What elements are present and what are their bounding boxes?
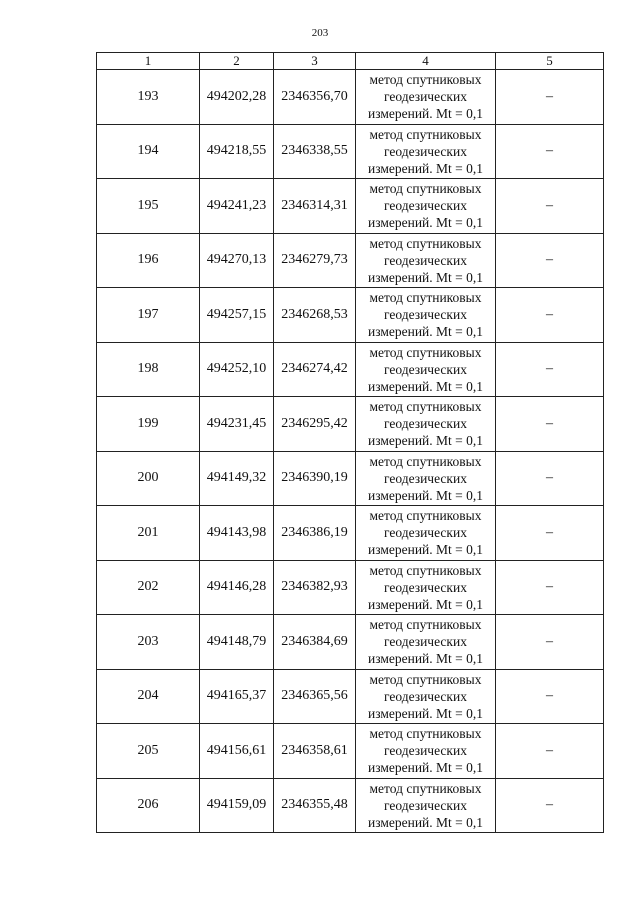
table-row xyxy=(97,288,604,343)
coordinates-table xyxy=(96,52,604,833)
y-coordinate-cell: 2346295,42 xyxy=(274,397,356,452)
point-number-cell: 196 xyxy=(97,233,200,288)
y-coordinate-cell: 2346382,93 xyxy=(274,560,356,615)
point-number-cell: 200 xyxy=(97,451,200,506)
table-header-row xyxy=(97,53,604,70)
note-dash-cell: – xyxy=(496,70,604,125)
method-cell xyxy=(356,451,496,506)
method-line: геодезических xyxy=(384,89,467,105)
method-line: измерений. Mt = 0,1 xyxy=(367,324,484,340)
table-row xyxy=(97,451,604,506)
method-line: метод спутниковых xyxy=(369,780,482,796)
table-row xyxy=(97,778,604,833)
method-line: метод спутниковых xyxy=(369,399,482,415)
note-dash-cell: – xyxy=(496,669,604,724)
point-number-cell: 197 xyxy=(97,288,200,343)
method-line: геодезических xyxy=(384,688,467,704)
method-line: измерений. Mt = 0,1 xyxy=(367,433,484,449)
column-header-4: 4 xyxy=(356,53,496,70)
method-line: измерений. Mt = 0,1 xyxy=(367,651,484,667)
column-header-5: 5 xyxy=(496,53,604,70)
note-dash-cell: – xyxy=(496,342,604,397)
page-number: 203 xyxy=(311,27,329,39)
method-line: геодезических xyxy=(384,416,467,432)
point-number-cell: 203 xyxy=(97,615,200,670)
method-cell xyxy=(356,288,496,343)
method-line: геодезических xyxy=(384,634,467,650)
note-dash-cell: – xyxy=(496,451,604,506)
method-cell xyxy=(356,179,496,234)
method-line: метод спутниковых xyxy=(369,126,482,142)
column-header-2: 2 xyxy=(200,53,274,70)
column-header-3: 3 xyxy=(274,53,356,70)
method-cell xyxy=(356,506,496,561)
method-line: измерений. Mt = 0,1 xyxy=(367,160,484,176)
note-dash-cell: – xyxy=(496,778,604,833)
y-coordinate-cell: 2346384,69 xyxy=(274,615,356,670)
method-line: метод спутниковых xyxy=(369,562,482,578)
point-number-cell: 195 xyxy=(97,179,200,234)
method-line: метод спутниковых xyxy=(369,344,482,360)
method-cell xyxy=(356,70,496,125)
method-cell xyxy=(356,669,496,724)
x-coordinate-cell: 494143,98 xyxy=(200,506,274,561)
y-coordinate-cell: 2346356,70 xyxy=(274,70,356,125)
x-coordinate-cell: 494202,28 xyxy=(200,70,274,125)
table-row xyxy=(97,506,604,561)
method-line: измерений. Mt = 0,1 xyxy=(367,760,484,776)
table-row xyxy=(97,124,604,179)
method-line: измерений. Mt = 0,1 xyxy=(367,814,484,830)
method-line: геодезических xyxy=(384,143,467,159)
method-cell xyxy=(356,397,496,452)
note-dash-cell: – xyxy=(496,506,604,561)
y-coordinate-cell: 2346355,48 xyxy=(274,778,356,833)
x-coordinate-cell: 494159,09 xyxy=(200,778,274,833)
method-cell xyxy=(356,615,496,670)
y-coordinate-cell: 2346390,19 xyxy=(274,451,356,506)
method-cell xyxy=(356,124,496,179)
point-number-cell: 199 xyxy=(97,397,200,452)
point-number-cell: 204 xyxy=(97,669,200,724)
x-coordinate-cell: 494146,28 xyxy=(200,560,274,615)
method-line: геодезических xyxy=(384,361,467,377)
table-row xyxy=(97,70,604,125)
note-dash-cell: – xyxy=(496,615,604,670)
x-coordinate-cell: 494252,10 xyxy=(200,342,274,397)
method-line: геодезических xyxy=(384,252,467,268)
y-coordinate-cell: 2346365,56 xyxy=(274,669,356,724)
method-line: геодезических xyxy=(384,743,467,759)
method-line: геодезических xyxy=(384,198,467,214)
point-number-cell: 206 xyxy=(97,778,200,833)
x-coordinate-cell: 494231,45 xyxy=(200,397,274,452)
method-line: измерений. Mt = 0,1 xyxy=(367,269,484,285)
table-row xyxy=(97,397,604,452)
method-cell xyxy=(356,560,496,615)
table-row xyxy=(97,669,604,724)
method-line: метод спутниковых xyxy=(369,726,482,742)
method-line: метод спутниковых xyxy=(369,617,482,633)
table-body xyxy=(97,70,604,833)
x-coordinate-cell: 494165,37 xyxy=(200,669,274,724)
point-number-cell: 202 xyxy=(97,560,200,615)
note-dash-cell: – xyxy=(496,233,604,288)
x-coordinate-cell: 494149,32 xyxy=(200,451,274,506)
method-line: измерений. Mt = 0,1 xyxy=(367,705,484,721)
x-coordinate-cell: 494257,15 xyxy=(200,288,274,343)
point-number-cell: 198 xyxy=(97,342,200,397)
y-coordinate-cell: 2346338,55 xyxy=(274,124,356,179)
note-dash-cell: – xyxy=(496,560,604,615)
method-line: геодезических xyxy=(384,579,467,595)
method-line: метод спутниковых xyxy=(369,508,482,524)
table-row xyxy=(97,724,604,779)
method-line: измерений. Mt = 0,1 xyxy=(367,542,484,558)
method-cell xyxy=(356,342,496,397)
column-header-1: 1 xyxy=(97,53,200,70)
note-dash-cell: – xyxy=(496,288,604,343)
y-coordinate-cell: 2346268,53 xyxy=(274,288,356,343)
method-line: метод спутниковых xyxy=(369,181,482,197)
y-coordinate-cell: 2346279,73 xyxy=(274,233,356,288)
y-coordinate-cell: 2346358,61 xyxy=(274,724,356,779)
method-line: метод спутниковых xyxy=(369,72,482,88)
table-row xyxy=(97,342,604,397)
table-row xyxy=(97,179,604,234)
method-line: измерений. Mt = 0,1 xyxy=(367,106,484,122)
method-line: метод спутниковых xyxy=(369,235,482,251)
point-number-cell: 205 xyxy=(97,724,200,779)
method-line: геодезических xyxy=(384,307,467,323)
method-cell xyxy=(356,778,496,833)
method-line: геодезических xyxy=(384,797,467,813)
point-number-cell: 193 xyxy=(97,70,200,125)
table-row xyxy=(97,560,604,615)
method-line: измерений. Mt = 0,1 xyxy=(367,487,484,503)
note-dash-cell: – xyxy=(496,179,604,234)
method-line: измерений. Mt = 0,1 xyxy=(367,215,484,231)
method-line: измерений. Mt = 0,1 xyxy=(367,378,484,394)
table-row xyxy=(97,615,604,670)
method-line: геодезических xyxy=(384,470,467,486)
point-number-cell: 194 xyxy=(97,124,200,179)
note-dash-cell: – xyxy=(496,124,604,179)
y-coordinate-cell: 2346386,19 xyxy=(274,506,356,561)
note-dash-cell: – xyxy=(496,397,604,452)
point-number-cell: 201 xyxy=(97,506,200,561)
method-line: измерений. Mt = 0,1 xyxy=(367,596,484,612)
method-line: метод спутниковых xyxy=(369,671,482,687)
method-line: метод спутниковых xyxy=(369,290,482,306)
x-coordinate-cell: 494156,61 xyxy=(200,724,274,779)
x-coordinate-cell: 494270,13 xyxy=(200,233,274,288)
y-coordinate-cell: 2346314,31 xyxy=(274,179,356,234)
method-line: геодезических xyxy=(384,525,467,541)
method-cell xyxy=(356,724,496,779)
method-cell xyxy=(356,233,496,288)
x-coordinate-cell: 494148,79 xyxy=(200,615,274,670)
x-coordinate-cell: 494218,55 xyxy=(200,124,274,179)
table-row xyxy=(97,233,604,288)
method-line: метод спутниковых xyxy=(369,453,482,469)
note-dash-cell: – xyxy=(496,724,604,779)
x-coordinate-cell: 494241,23 xyxy=(200,179,274,234)
y-coordinate-cell: 2346274,42 xyxy=(274,342,356,397)
